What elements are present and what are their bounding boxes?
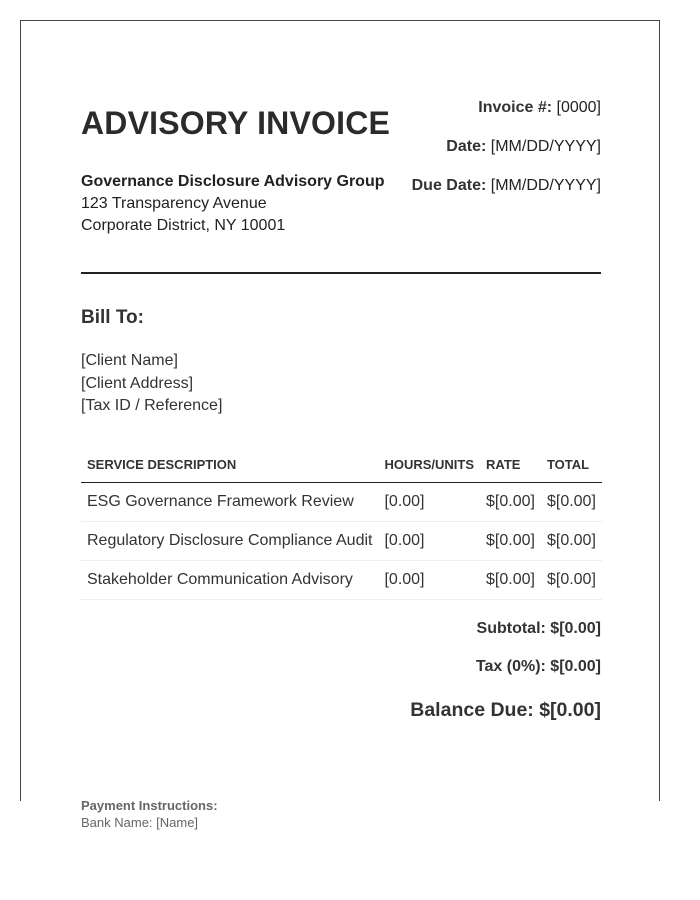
client-name: [Client Name]: [81, 352, 178, 369]
subtotal: Subtotal: $[0.00]: [476, 620, 601, 637]
invoice-date-value: [MM/DD/YYYY]: [490, 138, 601, 155]
bill-to-heading: Bill To:: [81, 307, 144, 328]
invoice-page: [20, 20, 660, 830]
column-header-service: SERVICE DESCRIPTION: [81, 447, 378, 483]
due-date-row: [412, 176, 601, 215]
service-rate: $[0.00]: [480, 522, 541, 561]
header-divider: [81, 272, 601, 274]
table-row: [81, 522, 602, 561]
tax-line: Tax (0%): $[0.00]: [475, 658, 601, 675]
company-block: [81, 171, 385, 237]
table-header-row: [81, 447, 602, 483]
invoice-date-row: [412, 137, 601, 176]
invoice-number-value: [0000]: [556, 99, 601, 116]
column-header-rate: RATE: [480, 447, 541, 483]
services-table: [81, 447, 602, 600]
table-row: [81, 483, 602, 522]
service-total: $[0.00]: [541, 561, 602, 600]
bank-name: Bank Name: [Name]: [81, 815, 199, 830]
service-description: Regulatory Disclosure Compliance Audit: [81, 522, 378, 561]
company-address-line1: 123 Transparency Avenue: [81, 195, 267, 212]
service-description: Stakeholder Communication Advisory: [81, 561, 378, 600]
payment-heading: Payment Instructions:: [81, 798, 218, 813]
payment-instructions: [81, 797, 218, 831]
service-total: $[0.00]: [541, 483, 602, 522]
column-header-total: TOTAL: [541, 447, 602, 483]
company-address-line2: Corporate District, NY 10001: [81, 217, 286, 234]
bill-to-block: [81, 350, 222, 418]
invoice-meta: [412, 98, 601, 215]
invoice-title: ADVISORY INVOICE: [81, 105, 391, 141]
invoice-number-label: Invoice #:: [478, 99, 553, 116]
service-hours: [0.00]: [378, 522, 480, 561]
service-total: $[0.00]: [541, 522, 602, 561]
balance-due: Balance Due: $[0.00]: [410, 699, 601, 721]
service-description: ESG Governance Framework Review: [81, 483, 378, 522]
company-name: Governance Disclosure Advisory Group: [81, 173, 385, 190]
client-tax-id: [Tax ID / Reference]: [81, 397, 223, 414]
due-date-label: Due Date:: [411, 177, 487, 194]
invoice-date-label: Date:: [446, 138, 487, 155]
totals-block: [410, 619, 601, 722]
service-rate: $[0.00]: [480, 561, 541, 600]
service-hours: [0.00]: [378, 561, 480, 600]
column-header-hours: HOURS/UNITS: [378, 447, 480, 483]
service-rate: $[0.00]: [480, 483, 541, 522]
due-date-value: [MM/DD/YYYY]: [490, 177, 601, 194]
service-hours: [0.00]: [378, 483, 480, 522]
table-row: [81, 561, 602, 600]
client-address: [Client Address]: [81, 374, 194, 392]
invoice-number-row: [412, 98, 601, 137]
